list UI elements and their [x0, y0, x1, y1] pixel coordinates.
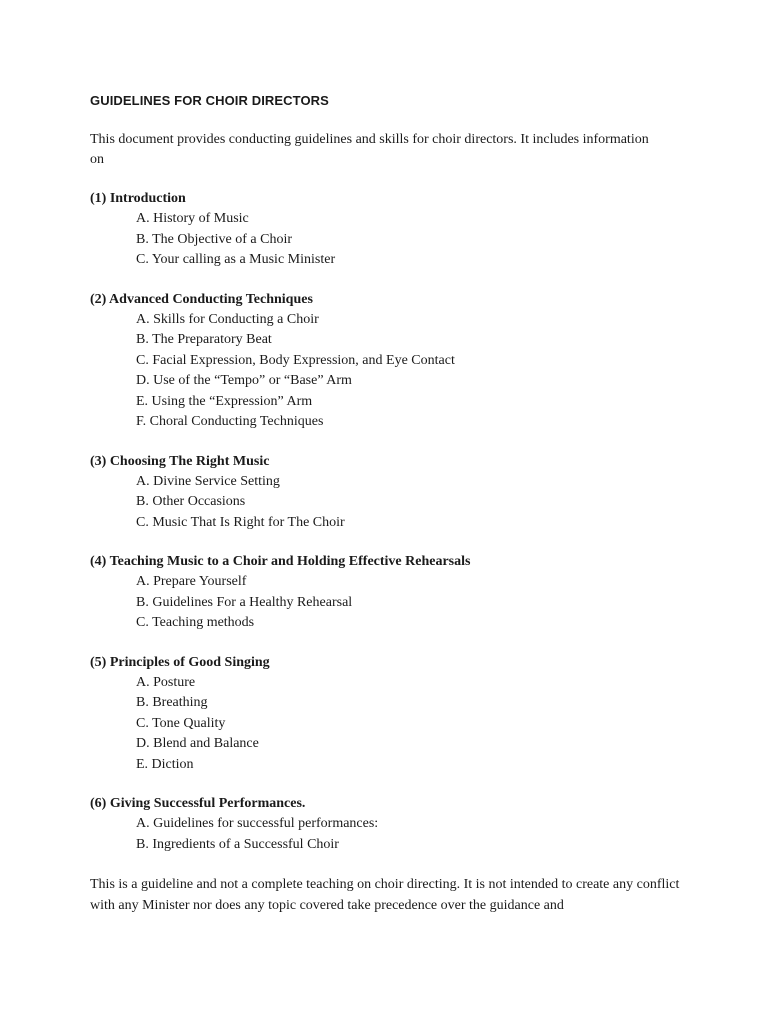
section-item-list	[90, 472, 690, 534]
section-item-list	[90, 572, 690, 634]
section-item: B. Guidelines For a Healthy Rehearsal	[136, 594, 353, 610]
section-heading: (6) Giving Successful Performances.	[90, 796, 306, 811]
section-item: B. The Objective of a Choir	[136, 231, 293, 247]
section-item: B. Ingredients of a Successful Choir	[136, 836, 339, 852]
section-item: B. The Preparatory Beat	[136, 332, 272, 347]
section-heading: (4) Teaching Music to a Choir and Holding Effective Rehearsals	[90, 554, 471, 569]
section-heading: (2) Advanced Conducting Techniques	[90, 291, 313, 307]
section-item: B. Breathing	[136, 695, 208, 710]
section-item: A. Skills for Conducting a Choir	[136, 311, 319, 327]
section-item-list	[90, 310, 690, 433]
section-item: D. Blend and Balance	[136, 736, 259, 751]
section-item: E. Using the “Expression” Arm	[136, 393, 313, 409]
outline-section	[90, 189, 690, 271]
section-item: C. Teaching methods	[136, 615, 255, 630]
document-page	[90, 92, 690, 916]
outline-section	[90, 653, 690, 776]
section-item: C. Facial Expression, Body Expression, and Eye Contact	[136, 352, 455, 368]
section-item: F. Choral Conducting Techniques	[136, 414, 324, 429]
closing-paragraph: This is a guideline and not a complete teaching on choir directing. It is not intended to create any conflict with any Minister nor does any topic covered take precedence over the guidance and	[90, 877, 680, 913]
section-item: E. Diction	[136, 756, 194, 772]
outline-section	[90, 290, 690, 433]
section-item: C. Music That Is Right for The Choir	[136, 514, 345, 530]
outline-section	[90, 794, 690, 855]
section-heading: (5) Principles of Good Singing	[90, 654, 270, 670]
section-item: A. Prepare Yourself	[136, 574, 247, 589]
section-item: B. Other Occasions	[136, 494, 246, 509]
section-item: D. Use of the “Tempo” or “Base” Arm	[136, 373, 352, 388]
section-item: A. Guidelines for successful performances:	[136, 816, 379, 831]
section-item: A. Divine Service Setting	[136, 473, 280, 489]
intro-paragraph: This document provides conducting guidelines and skills for choir directors. It includes information on	[90, 132, 649, 167]
section-item: A. History of Music	[136, 211, 249, 226]
outline-section	[90, 452, 690, 534]
section-heading: (3) Choosing The Right Music	[90, 453, 270, 469]
section-item: C. Tone Quality	[136, 715, 226, 731]
section-item: C. Your calling as a Music Minister	[136, 252, 336, 267]
document-title: GUIDELINES FOR CHOIR DIRECTORS	[90, 93, 329, 108]
section-heading: (1) Introduction	[90, 191, 186, 206]
section-item-list	[90, 209, 690, 271]
section-item-list	[90, 673, 690, 776]
section-item-list	[90, 814, 690, 855]
sections-container	[90, 189, 690, 855]
section-item: A. Posture	[136, 674, 196, 690]
outline-section	[90, 552, 690, 634]
